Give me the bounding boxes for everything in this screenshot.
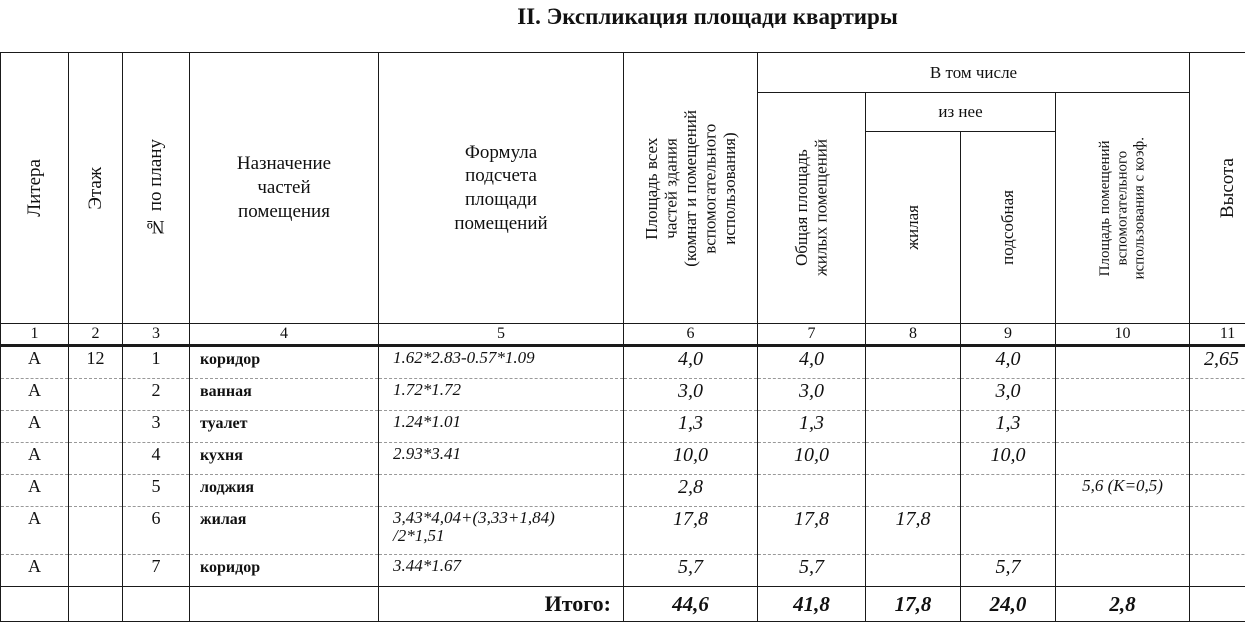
total-label: Итого:: [379, 587, 624, 622]
header-iz-nee: из нее: [866, 93, 1056, 132]
header-etazh: Этаж: [69, 53, 123, 324]
table-row: А 4 кухня 2.93*3.41 10,0 10,0 10,0: [1, 443, 1245, 475]
header-v-tom-chisle: В том числе: [758, 53, 1190, 93]
table-row: А 12 1 коридор 1.62*2.83-0.57*1.09 4,0 4,0 4,0 2,65: [1, 346, 1245, 379]
header-vspomog: Площадь помещений вспомогательного использования с коэф.: [1056, 93, 1190, 324]
total-podsobnaya: 24,0: [961, 587, 1056, 622]
total-zhilaya: 17,8: [866, 587, 961, 622]
table-row: А 5 лоджия 2,8 5,6 (K=0,5): [1, 475, 1245, 507]
total-row: [1, 587, 1245, 622]
total-vspomog: 2,8: [1056, 587, 1190, 622]
header-podsobnaya: подсобная: [961, 132, 1056, 324]
header-zhilaya: жилая: [866, 132, 961, 324]
header-naznachenie: Назначение частей помещения: [190, 53, 379, 324]
page-title: II. Экспликация площади квартиры: [0, 4, 1245, 30]
total-all: 44,6: [624, 587, 758, 622]
formula-multiline: 3,43*4,04+(3,33+1,84) /2*1,51: [379, 507, 624, 555]
header-litera: Литера: [1, 53, 69, 324]
header-vysota: Высота: [1190, 53, 1245, 324]
header-ploshchad-vsekh: Площадь всех частей здания (комнат и помещений вспомогательного использования): [624, 53, 758, 324]
table-row: А 3 туалет 1.24*1.01 1,3 1,3 1,3: [1, 411, 1245, 443]
total-obshchaya: 41,8: [758, 587, 866, 622]
explication-table: [0, 52, 1245, 622]
table-row: А 6 жилая 3,43*4,04+(3,33+1,84) /2*1,51 17,8 17,8 17,8: [1, 507, 1245, 555]
table-row: А 7 коридор 3.44*1.67 5,7 5,7 5,7: [1, 555, 1245, 587]
column-number-row: 1 2 3 4 5 6 7 8 9 10 11: [1, 324, 1245, 346]
table-row: А 2 ванная 1.72*1.72 3,0 3,0 3,0: [1, 379, 1245, 411]
header-no-po-planu: № по плану: [123, 53, 190, 324]
header-obshchaya: Общая площадь жилых помещений: [758, 93, 866, 324]
header-formula: Формула подсчета площади помещений: [379, 53, 624, 324]
